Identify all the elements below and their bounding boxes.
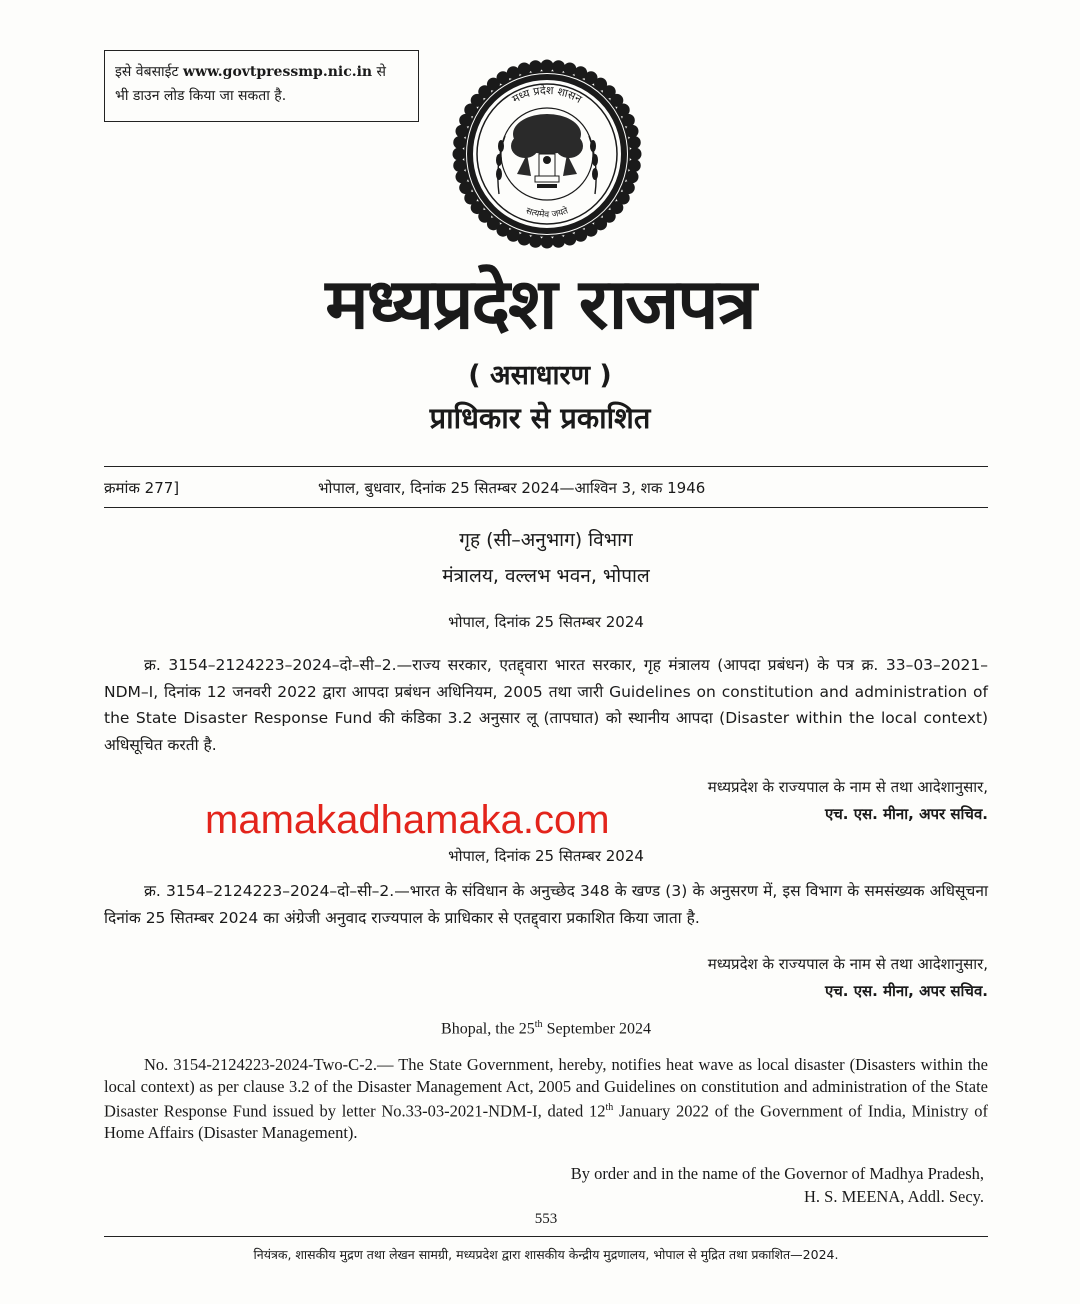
printer-footer: नियंत्रक, शासकीय मुद्रण तथा लेखन सामग्री, मध्यप्रदेश द्वारा शासकीय केन्द्रीय मुद्रणालय, भोपाल से मुद्रित तथा प्रकाशित—2024. [253,1247,839,1262]
issue-rule [104,507,988,508]
gazette-authority: प्राधिकार से प्रकाशित [429,401,651,435]
gazette-title: मध्यप्रदेश राजपत्र [325,263,755,345]
madhya-pradesh-emblem-icon [447,54,647,254]
emblem-scallop [453,148,466,161]
english-notice-text: No. 3154-2124223-2024-Two-C-2.— The State Government, hereby, notifies heat wave as local disaster (Disasters within the local context) as per clause 3.2 of the Disaster Management Act, 2005 and Guidelines on constitution and administration of the State Disaster Response Fund issued by letter No.33-03-2021-NDM-I, dated 12th January 2022 of the Government of India, Ministry of Home Affairs (Disaster Management). [104,1055,988,1142]
notice1-signer: एच. एस. मीना, अपर सचिव. [824,805,988,823]
department-name: गृह (सी–अनुभाग) विभाग [459,529,633,551]
emblem-top-text: मध्य प्रदेश शासन [510,83,584,106]
english-signer: H. S. MEENA, Addl. Secy. [804,1187,984,1206]
website-notice-line2: भी डाउन लोड किया जा सकता है. [115,88,287,104]
department-address: मंत्रालय, वल्लभ भवन, भोपाल [442,565,650,587]
website-notice-box [104,50,419,122]
issue-number: क्रमांक 277] [104,479,180,497]
issue-date-line: भोपाल, बुधवार, दिनांक 25 सितम्बर 2024—आश्विन 3, शक 1946 [318,479,706,497]
english-order-line: By order and in the name of the Governor of Madhya Pradesh, [570,1164,984,1183]
notice1-text: क्र. 3154–2124223–2024–दो–सी–2.—राज्य सरकार, एतद्द्वारा भारत सरकार, गृह मंत्रालय (आपदा प्रबंधन) के पत्र क्र. 33–03–2021–NDM–I, दिनांक 12 जनवरी 2022 द्वारा आपदा प्रबंधन अधिनियम, 2005 तथा जारी Guidelines on constitution and administration of the State Disaster Response Fund की कंडिका 3.2 अनुसार लू (तापघात) को स्थानीय आपदा (Disaster within the local context) अधिसूचित करती है. [104,656,988,754]
page-number: 553 [534,1211,558,1227]
notice1-order-line: मध्यप्रदेश के राज्यपाल के नाम से तथा आदेशानुसार, [707,778,988,796]
notice1-date: भोपाल, दिनांक 25 सितम्बर 2024 [448,613,644,631]
gazette-subtitle: ( असाधारण ) [468,360,612,391]
website-url: www.govtpressmp.nic.in [183,64,373,80]
notice2-order-line: मध्यप्रदेश के राज्यपाल के नाम से तथा आदेशानुसार, [707,955,988,973]
watermark-text: mamakadhamaka.com [205,798,610,842]
emblem-scallop [541,60,554,73]
notice2-date: भोपाल, दिनांक 25 सितम्बर 2024 [448,847,644,865]
notice2-signer: एच. एस. मीना, अपर सचिव. [824,982,988,1000]
emblem-motto: सत्यमेव जयते [524,206,570,221]
footer-rule [104,1236,988,1237]
notice2-text: क्र. 3154–2124223–2024–दो–सी–2.—भारत के संविधान के अनुच्छेद 348 के खण्ड (3) के अनुसरण में, इस विभाग के समसंख्यक अधिसूचना दिनांक 25 सितम्बर 2024 का अंग्रेजी अनुवाद राज्यपाल के प्राधिकार से एतद्द्वारा प्रकाशित किया जाता है. [104,882,988,927]
website-notice-line1: इसे वेबसाईट www.govtpressmp.nic.in से [115,64,387,80]
top-rule [104,466,988,467]
emblem-scallop [541,236,554,249]
english-notice-date: Bhopal, the 25th September 2024 [441,1019,651,1038]
emblem-scallop [629,148,642,161]
